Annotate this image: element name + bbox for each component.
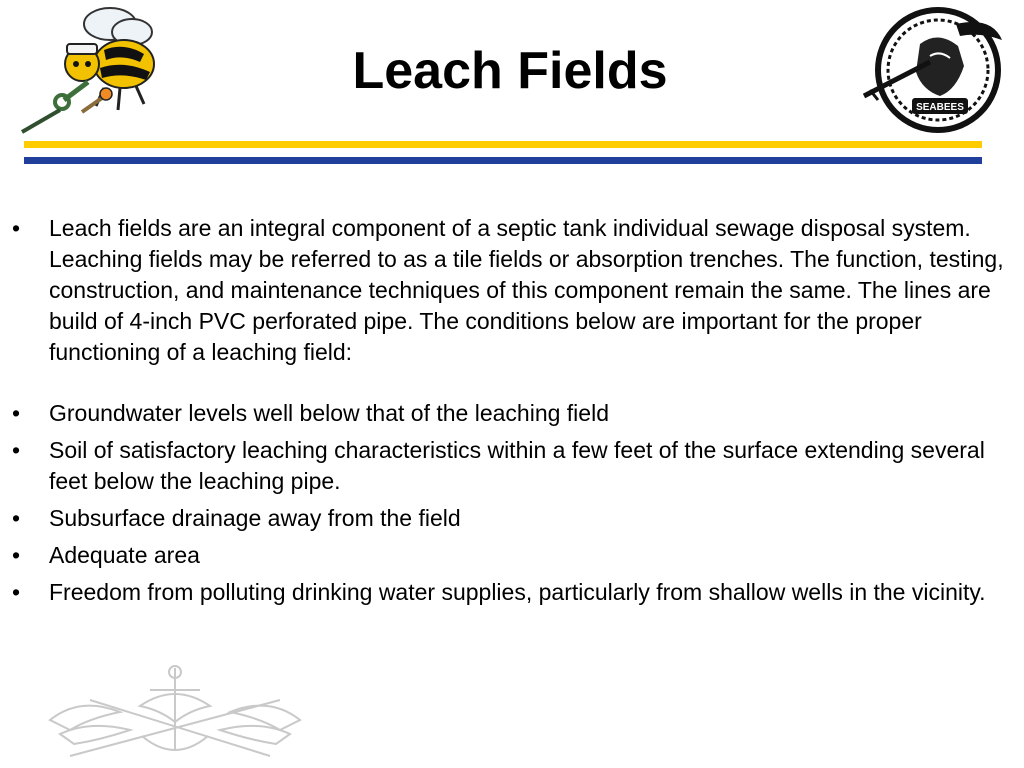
bullet-item-drainage [0,503,1024,534]
bullet-text: Freedom from polluting drinking water supplies, particularly from shallow wells in the vicinity. [49,579,986,605]
bullet-item-groundwater [0,398,1024,429]
bullet-dot: • [12,542,21,568]
seabees-emblem-icon [860,6,1010,136]
blue-divider [24,157,982,164]
bullet-dot: • [12,437,21,463]
warfare-pin-emblem-icon [30,660,320,768]
bullet-item-pollution [0,577,1024,608]
bullet-text: Subsurface drainage away from the field [49,505,461,531]
bullet-item-intro [0,213,1024,368]
seabee-mascot-icon [12,2,162,138]
slide-title: Leach Fields [352,42,668,100]
bullet-dot: • [12,505,21,531]
bullet-text: Groundwater levels well below that of the leaching field [49,400,609,426]
bullet-list [0,213,1024,614]
bullet-dot: • [12,579,21,605]
gold-divider [24,141,982,148]
bullet-text: Leach fields are an integral component of a septic tank individual sewage disposal system. Leaching fields may be referred to as a tile fields or absorption trenches. The function, testing, construction, and maintenance techniques of this component remain the same. The lines are build of 4-inch PVC perforated pipe. The conditions below are important for the proper functioning of a leaching field: [49,215,1004,365]
bullet-item-area [0,540,1024,571]
emblem-banner-text: SEABEES [916,102,964,113]
bullet-dot: • [12,215,21,241]
bullet-text: Soil of satisfactory leaching characteristics within a few feet of the surface extending several feet below the leaching pipe. [49,437,985,494]
bullet-text: Adequate area [49,542,200,568]
bullet-dot: • [12,400,21,426]
bullet-item-soil [0,435,1024,497]
